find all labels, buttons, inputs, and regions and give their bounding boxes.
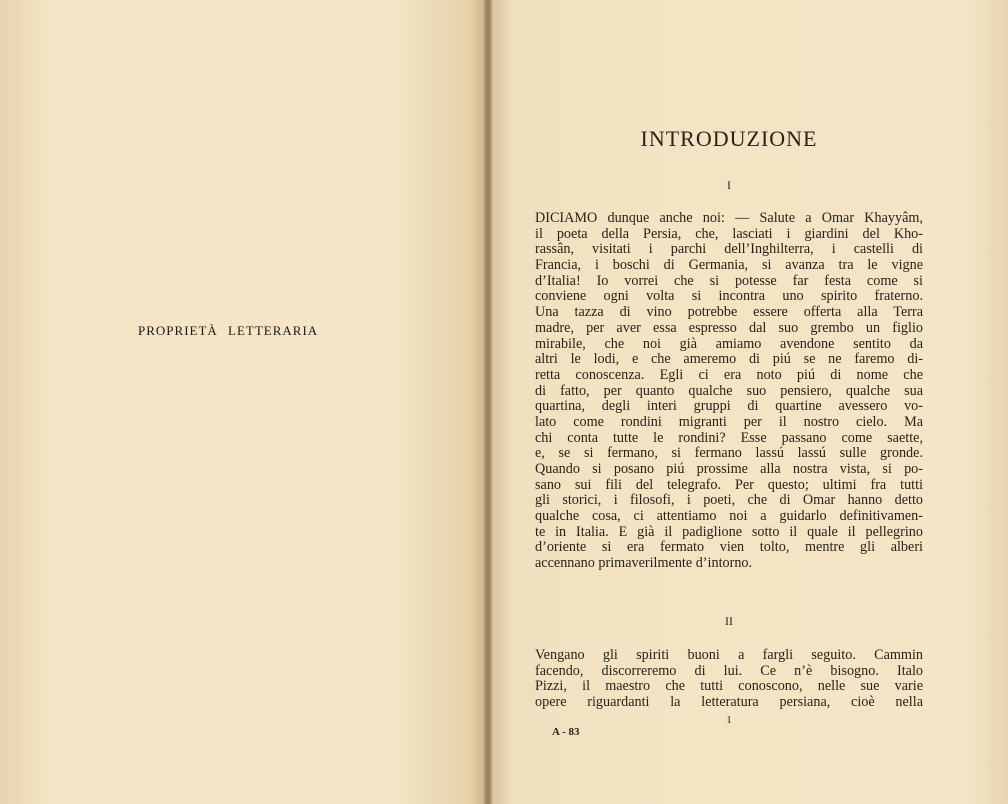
text-line: il poeta della Persia, che, lasciati i giardini del Kho- <box>535 226 923 242</box>
right-page <box>492 0 1008 804</box>
chapter-title: INTRODUZIONE <box>640 126 818 151</box>
page-number: 1 <box>726 714 732 726</box>
copyright-notice: PROPRIETÀ LETTERARIA <box>138 323 319 338</box>
text-line: accennano primaverilmente d’intorno. <box>535 556 753 572</box>
footer-signature: A - 83 <box>552 726 580 738</box>
text-line: sano sui fili del telegrafo. Per questo; ultimi fra tutti <box>535 477 923 493</box>
section-number-two: II <box>725 614 733 628</box>
text-line: e, se si fermano, si fermano lassú lassú sulle gronde. <box>535 446 923 462</box>
text-line: madre, per aver essa espresso dal suo grembo un figlio <box>535 320 923 336</box>
left-page <box>0 0 484 804</box>
section-two-paragraph <box>535 648 923 711</box>
book-gutter <box>484 0 492 804</box>
text-line: Vengano gli spiriti buoni a fargli seguito. Cammin <box>535 648 923 663</box>
text-line: Francia, i boschi di Germania, si avanza tra le vigne <box>535 258 923 274</box>
text-line: qualche cosa, ci attentiamo noi a guidarlo definitivamen- <box>535 509 923 525</box>
text-line: Una tazza di vino potrebbe essere offerta alla Terra <box>535 305 923 321</box>
text-line: opere riguardanti la letteratura persiana, cioè nella <box>535 695 923 711</box>
text-line: lato come rondini migranti per il nostro cielo. Ma <box>535 414 923 430</box>
text-line: Quando si posano piú prossime alla nostra vista, si po- <box>535 462 923 477</box>
text-line: d’oriente si era fermato vien tolto, mentre gli alberi <box>535 540 923 556</box>
text-line: DICIAMO dunque anche noi: — Salute a Omar Khayyâm, <box>535 211 923 226</box>
text-line: quartina, degli interi gruppi di quartine avessero vo- <box>535 399 923 415</box>
text-line: te in Italia. E già il padiglione sotto il quale il pellegrino <box>535 524 923 540</box>
text-line: Pizzi, il maestro che tutti conoscono, nelle sue varie <box>535 679 923 695</box>
section-number-one: I <box>727 178 731 192</box>
section-one-paragraph <box>535 211 923 572</box>
text-line: conviene ogni volta si incontra uno spirito fraterno. <box>535 289 923 305</box>
text-line: retta conoscenza. Egli ci era noto piú di nome che <box>535 367 923 383</box>
text-line: d’Italia! Io vorrei che si potesse far festa come si <box>535 273 923 289</box>
text-line: facendo, discorreremo di lui. Ce n’è bisogno. Italo <box>535 663 923 679</box>
text-line: rassân, visitati i parchi dell’Inghilterra, i castelli di <box>535 242 923 258</box>
text-line: chi conta tutte le rondini? Esse passano come saette, <box>535 430 923 446</box>
text-line: gli storici, i filosofi, i poeti, che di Omar hanno detto <box>535 493 923 509</box>
text-line: di fatto, per quanto qualche suo pensiero, qualche sua <box>535 383 923 399</box>
text-line: mirabile, che noi già amiamo avendone sentito da <box>535 336 923 352</box>
text-line: altri le lodi, e che ameremo di piú se ne faremo di- <box>535 352 923 368</box>
